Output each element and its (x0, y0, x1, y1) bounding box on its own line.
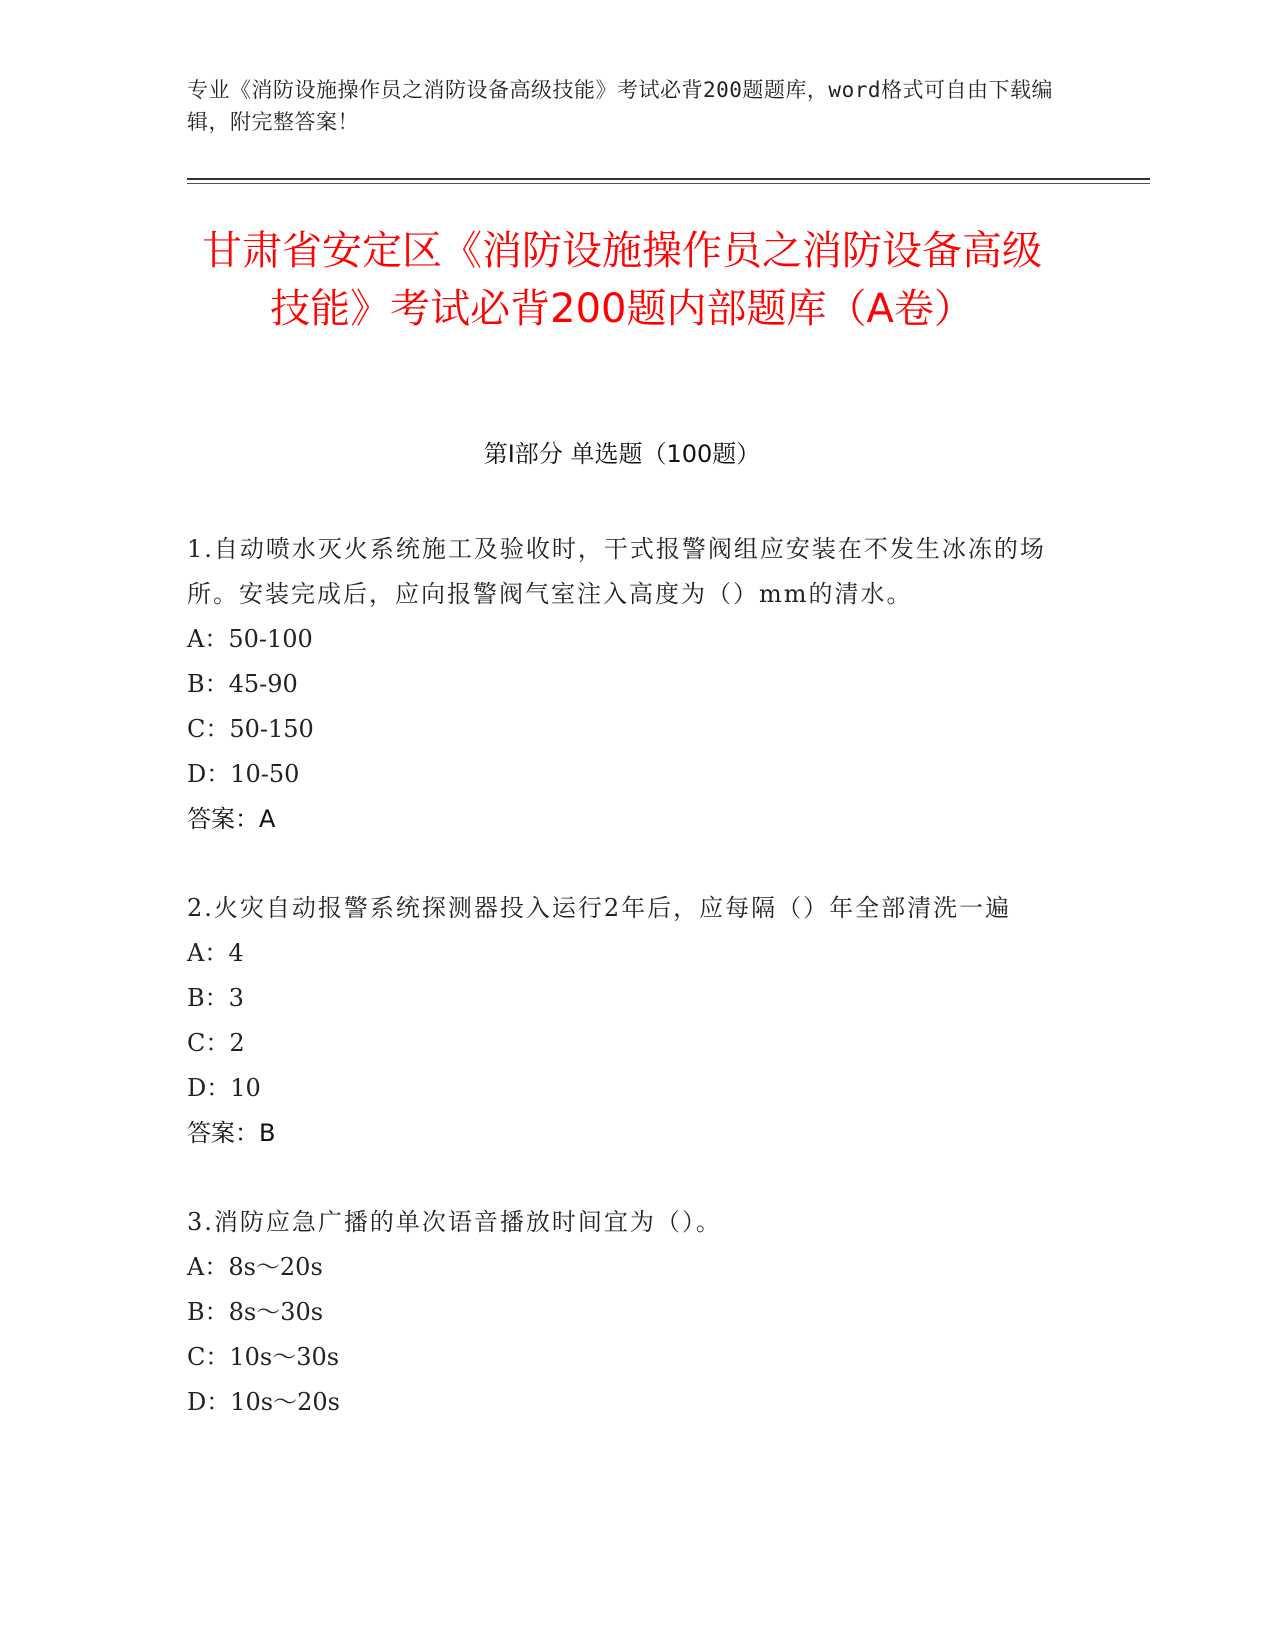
question-stem: 1.自动喷水灭火系统施工及验收时，干式报警阀组应安装在不发生冰冻的场所。安装完成后，应向报警阀气室注入高度为（）mm的清水。 (187, 535, 1046, 608)
option-a: A：50-100 (187, 625, 313, 653)
option-d: D：10 (187, 1074, 261, 1102)
section-title: 第I部分 单选题（100题） (483, 440, 761, 468)
option-b: B：8s～30s (187, 1298, 324, 1326)
question-stem: 2.火灾自动报警系统探测器投入运行2年后，应每隔（）年全部清洗一遍 (187, 894, 1012, 922)
answer: 答案：B (187, 1119, 276, 1147)
option-c: C：10s～30s (187, 1343, 340, 1371)
option-c: C：50-150 (187, 715, 314, 743)
option-b: B：45-90 (187, 670, 298, 698)
question-1 (187, 527, 1057, 842)
header-note: 专业《消防设施操作员之消防设备高级技能》考试必背200题题库，word格式可自由下载编辑，附完整答案！ (187, 78, 1053, 134)
question-stem: 3.消防应急广播的单次语音播放时间宜为（）。 (187, 1208, 722, 1236)
document-title: 甘肃省安定区《消防设施操作员之消防设备高级技能》考试必背200题内部题库（A卷） (202, 228, 1042, 332)
question-2 (187, 886, 1057, 1156)
option-c: C：2 (187, 1029, 245, 1057)
option-d: D：10s～20s (187, 1388, 340, 1416)
answer: 答案：A (187, 805, 276, 833)
question-list (187, 527, 1057, 1469)
option-d: D：10-50 (187, 760, 300, 788)
option-b: B：3 (187, 984, 244, 1012)
header-divider-thin (187, 183, 1150, 184)
option-a: A：4 (187, 939, 244, 967)
question-3 (187, 1200, 1057, 1425)
option-a: A：8s～20s (187, 1253, 323, 1281)
header-divider-thick (187, 178, 1150, 180)
